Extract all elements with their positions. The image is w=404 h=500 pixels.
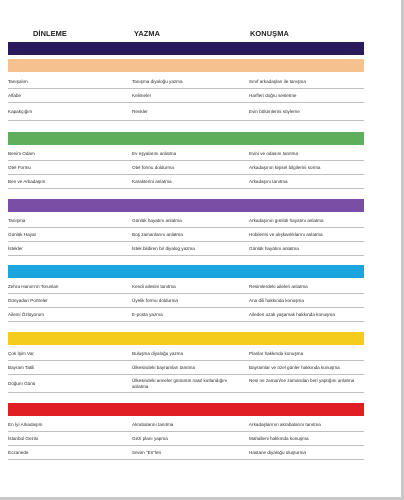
writing-cell: Karakterini anlatma xyxy=(132,179,172,184)
table-row xyxy=(8,175,364,189)
speaking-cell: Planlar hakkında konuşma xyxy=(249,351,304,356)
writing-cell: Sevim "En"leri xyxy=(132,450,162,455)
listening-cell: Tanışma xyxy=(8,218,26,223)
table-row xyxy=(8,228,364,242)
section-band-cyan xyxy=(8,265,364,278)
writing-cell: Renkler xyxy=(132,109,148,114)
speaking-cell: Sınıf arkadaşları ile tanışma xyxy=(249,79,306,84)
writing-cell: Üyelik formu doldurma xyxy=(132,298,178,303)
listening-cell: Alfabe xyxy=(8,93,22,98)
listening-cell: Benim Odam xyxy=(8,151,35,156)
section-band-purple xyxy=(8,199,364,212)
header-speaking: KONUŞMA xyxy=(250,29,289,38)
listening-cell: İstekler xyxy=(8,246,23,251)
speaking-cell: Günlük hayatını anlatma xyxy=(249,246,299,251)
table-row xyxy=(8,347,364,361)
section-3 xyxy=(8,199,364,256)
writing-cell: Boş zamanlarını anlatma xyxy=(132,232,183,237)
writing-cell: E-posta yazma xyxy=(132,312,163,317)
speaking-cell: Mahalleni hakkında konuşma xyxy=(249,436,309,441)
writing-cell: Akrabalarını tanıtma xyxy=(132,422,174,427)
speaking-cell: Bayramlar ve özel günler hakkında konuşma xyxy=(249,365,340,370)
speaking-cell: Arkadaşlarının akrabalarını tanıtma xyxy=(249,422,321,427)
writing-cell: Gezi planı yapma xyxy=(132,436,168,441)
listening-cell: Bayram Tatili xyxy=(8,365,35,370)
speaking-cell: Hobilerini ve alışkanlıklarını anlatma xyxy=(249,232,323,237)
listening-cell: Zehra Hanım'ın Torunları xyxy=(8,284,59,289)
writing-cell: Kendi ailesini tanıtma xyxy=(132,284,176,289)
table-row xyxy=(8,242,364,256)
listening-cell: Eczanede xyxy=(8,450,29,455)
writing-cell: Ülkesindeki bayramları tanıtma xyxy=(132,365,196,370)
speaking-cell: Arkadaşının kişisel bilgilerini sorma xyxy=(249,165,321,170)
speaking-cell: Hastane diyaloğu oluşturma xyxy=(249,450,306,455)
table-row xyxy=(8,75,364,89)
table-row xyxy=(8,161,364,175)
writing-cell: Otel formu doldurma xyxy=(132,165,174,170)
section-band-green xyxy=(8,132,364,145)
table-row xyxy=(8,308,364,322)
table-row xyxy=(8,418,364,432)
writing-cell: İstek bildiren bir diyalog yazma xyxy=(132,246,195,251)
table-row xyxy=(8,446,364,460)
listening-cell: İstanbul Gezisi xyxy=(8,436,39,441)
speaking-cell: Aileden uzak yaşamak hakkında konuşma xyxy=(249,312,335,317)
table-row xyxy=(8,361,364,375)
section-band-peach xyxy=(8,59,364,72)
writing-cell: Günlük hayatını anlatma xyxy=(132,218,182,223)
speaking-cell: Arkadaşının günlük hayatını anlatma xyxy=(249,218,324,223)
header-listening: DİNLEME xyxy=(33,29,67,38)
header-band xyxy=(8,42,364,55)
writing-cell: Ev eşyalarını anlatma xyxy=(132,151,177,156)
speaking-cell: Evini ve odasını tanıtma xyxy=(249,151,299,156)
section-band-red xyxy=(8,403,364,416)
header-writing: YAZMA xyxy=(134,29,161,38)
table-row xyxy=(8,294,364,308)
speaking-cell: Harfleri doğru sesletme xyxy=(249,93,297,98)
table-row xyxy=(8,147,364,161)
table-row xyxy=(8,89,364,103)
section-band-yellow xyxy=(8,332,364,345)
listening-cell: Otel Formu xyxy=(8,165,31,170)
column-headers xyxy=(0,29,404,41)
section-6 xyxy=(8,403,364,460)
writing-cell: Tanışma diyaloğu yazma xyxy=(132,79,183,84)
listening-cell: Ben ve Arkadaşım xyxy=(8,179,46,184)
listening-cell: En İyi Arkadaşım xyxy=(8,422,43,427)
listening-cell: Çok İşim Var xyxy=(8,351,34,356)
writing-cell: Kelimeler xyxy=(132,93,152,98)
speaking-cell: Arkadaşını tanıtma xyxy=(249,179,288,184)
listening-cell: Dünyadan Portreler xyxy=(8,298,48,303)
listening-cell: Doğum Günü xyxy=(8,381,36,386)
table-row xyxy=(8,103,364,121)
speaking-cell: Ana dili hakkında konuşma xyxy=(249,298,304,303)
table-row xyxy=(8,280,364,294)
table-row xyxy=(8,375,364,393)
table-row xyxy=(8,432,364,446)
writing-cell: Ülkesindeki anneler gününün nasıl kutlandığını anlatma xyxy=(132,378,228,389)
speaking-cell: Evin bölümlerini söyleme xyxy=(249,109,300,114)
section-5 xyxy=(8,332,364,393)
speaking-cell: Nesi ne zaman/ne zamandan beri yaptığını anlatma xyxy=(249,378,355,383)
listening-cell: Günlük Hayat xyxy=(8,232,36,237)
table-row xyxy=(8,214,364,228)
listening-cell: Tanışalım xyxy=(8,79,28,84)
listening-cell: Kapakçığım xyxy=(8,109,33,114)
section-4 xyxy=(8,265,364,322)
section-1 xyxy=(8,59,364,121)
writing-cell: Buluşma diyaloğu yazma xyxy=(132,351,184,356)
section-2 xyxy=(8,132,364,189)
speaking-cell: Resimlerdeki aileleri anlatma xyxy=(249,284,308,289)
listening-cell: Ailemi Özlüyorum xyxy=(8,312,44,317)
